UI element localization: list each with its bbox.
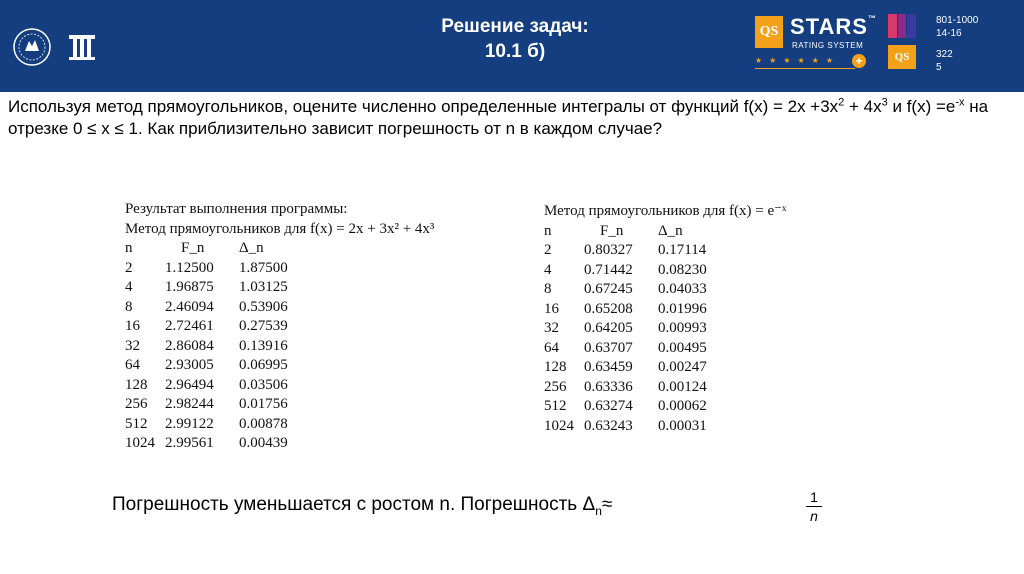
method-title-polynomial: Метод прямоугольников для f(x) = 2x + 3x² + 4x³	[125, 220, 435, 237]
cell-delta: 0.27539	[239, 318, 288, 334]
cell-delta: 0.53906	[239, 298, 288, 315]
table-row	[125, 278, 434, 298]
slide-title-line1: Решение задач:	[441, 16, 589, 37]
table-row	[125, 356, 434, 376]
cell-fn: 2.96494	[165, 376, 214, 393]
qs-rank-text-1: 322	[936, 49, 953, 60]
table-header	[544, 222, 786, 242]
cell-n: 128	[125, 376, 148, 393]
col-fn-header: F_n	[600, 222, 624, 239]
cell-fn: 2.46094	[165, 298, 214, 315]
cell-n: 512	[125, 415, 148, 432]
table-row	[544, 241, 786, 261]
table-header	[125, 239, 434, 259]
table-row	[125, 376, 434, 396]
problem-statement: Используя метод прямоугольников, оцените численно определенные интегралы от функций $f(x) = 2x +3x^2 + 4x^3$ и $f(x) =e^{-x}$ на отрезке 0 ≤ x ≤ 1. Как приблизительно зависит погрешность от n в каждом случае?	[8, 96, 989, 138]
plus-icon: +	[852, 54, 866, 68]
cell-fn: 2.98244	[165, 396, 214, 412]
cell-delta: 0.00495	[658, 339, 707, 356]
cell-fn: 0.71442	[584, 261, 633, 278]
result-table-polynomial	[125, 259, 434, 454]
col-fn-header: F_n	[181, 240, 205, 256]
cell-fn: 0.63707	[584, 339, 633, 356]
cell-n: 32	[125, 337, 140, 354]
cell-delta: 0.17114	[658, 242, 707, 258]
table-row	[125, 298, 434, 318]
table-row	[125, 415, 434, 435]
table-row	[125, 395, 434, 415]
rating-system-label: RATING SYSTEM	[792, 41, 864, 50]
table-row	[544, 280, 786, 300]
cell-delta: 0.00993	[658, 320, 707, 336]
the-rank-text-2: 14-16	[936, 28, 962, 39]
cell-n: 8	[544, 281, 552, 297]
cell-delta: 0.00878	[239, 415, 288, 432]
cell-fn: 0.63336	[584, 378, 633, 395]
table-row	[125, 337, 434, 357]
cell-fn: 0.63274	[584, 398, 633, 414]
col-n-header: n	[125, 240, 133, 256]
cell-fn: 0.64205	[584, 320, 633, 336]
one-over-n-fraction	[803, 488, 825, 525]
cell-fn: 0.63243	[584, 417, 633, 434]
cell-n: 32	[544, 320, 559, 336]
cell-delta: 0.06995	[239, 357, 288, 373]
table-row	[125, 317, 434, 337]
qs-small-logo: QS	[888, 45, 916, 69]
cell-n: 256	[125, 396, 148, 412]
conclusion-text: Погрешность уменьшается с ростом n. Погрешность $\Delta_n\approx$	[112, 494, 613, 518]
cell-n: 64	[125, 357, 140, 373]
the-ranking-logo-icon	[888, 14, 916, 38]
cell-n: 8	[125, 298, 133, 315]
delta-symbol: Δ	[582, 494, 596, 515]
table-row	[125, 434, 434, 454]
cell-delta: 0.13916	[239, 337, 288, 354]
cell-delta: 1.03125	[239, 279, 288, 295]
qs-rank-text-2: 5	[936, 62, 942, 73]
cell-delta: 0.03506	[239, 376, 288, 393]
result-exponential	[544, 202, 786, 436]
result-table-exponential	[544, 241, 786, 436]
table-row	[544, 397, 786, 417]
slide-title	[400, 14, 630, 64]
cell-n: 2	[544, 242, 552, 258]
cell-delta: 0.00031	[658, 417, 707, 434]
cell-n: 16	[544, 300, 559, 317]
cell-n: 1024	[125, 435, 155, 451]
cell-delta: 0.00247	[658, 359, 707, 375]
university-emblem-icon	[12, 27, 52, 67]
fraction-numerator: 1	[810, 489, 818, 505]
cell-fn: 0.65208	[584, 300, 633, 317]
cell-n: 16	[125, 318, 140, 334]
cell-fn: 2.99122	[165, 415, 214, 432]
cell-n: 4	[544, 261, 552, 278]
cell-n: 2	[125, 259, 133, 276]
stars-rating-icon: ★★★★★★	[755, 56, 855, 69]
cell-delta: 0.00124	[658, 378, 707, 395]
cell-fn: 0.67245	[584, 281, 633, 297]
cell-delta: 0.00439	[239, 435, 288, 451]
cell-n: 1024	[544, 417, 574, 434]
cell-fn: 2.86084	[165, 337, 214, 354]
qs-stars-label: STARS™	[790, 14, 877, 39]
cell-n: 128	[544, 359, 567, 375]
column-logo-icon	[66, 31, 98, 63]
cell-delta: 0.00062	[658, 398, 707, 414]
slide-title-line2: 10.1 б)	[484, 41, 546, 62]
fraction-denominator: n	[810, 508, 818, 524]
the-rank-text-1: 801-1000	[936, 15, 979, 26]
table-row	[544, 358, 786, 378]
cell-n: 64	[544, 339, 559, 356]
qs-logo: QS	[755, 16, 783, 48]
table-row	[544, 261, 786, 281]
cell-fn: 1.12500	[165, 259, 214, 276]
method-title-exponential: Метод прямоугольников для f(x) = e⁻ˣ	[544, 203, 787, 219]
cell-delta: 0.01756	[239, 396, 288, 412]
cell-delta: 0.08230	[658, 261, 707, 278]
table-row	[544, 300, 786, 320]
cell-fn: 2.72461	[165, 318, 214, 334]
cell-fn: 0.63459	[584, 359, 633, 375]
cell-fn: 0.80327	[584, 242, 633, 258]
table-row	[544, 339, 786, 359]
table-row	[125, 259, 434, 279]
cell-n: 256	[544, 378, 567, 395]
cell-fn: 1.96875	[165, 279, 214, 295]
col-delta-header: Δ_n	[658, 222, 683, 239]
cell-fn: 2.93005	[165, 357, 214, 373]
cell-delta: 0.01996	[658, 300, 707, 317]
cell-fn: 2.99561	[165, 435, 214, 451]
header-bar	[0, 0, 1024, 92]
col-delta-header: Δ_n	[239, 240, 264, 256]
table-row	[544, 378, 786, 398]
table-row	[544, 319, 786, 339]
col-n-header: n	[544, 222, 552, 239]
cell-n: 512	[544, 398, 567, 414]
result-polynomial	[125, 200, 434, 454]
result-heading: Результат выполнения программы:	[125, 201, 348, 217]
cell-delta: 0.04033	[658, 281, 707, 297]
cell-delta: 1.87500	[239, 259, 288, 276]
table-row	[544, 417, 786, 437]
cell-n: 4	[125, 279, 133, 295]
